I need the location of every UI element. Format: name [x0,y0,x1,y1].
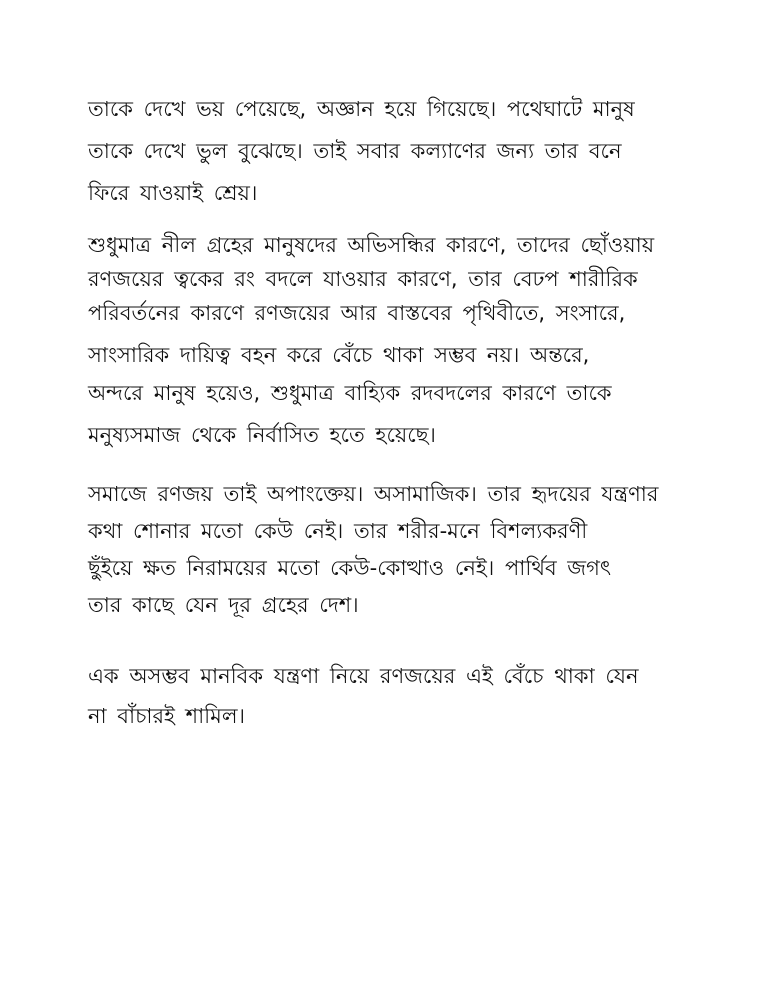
text-line: না বাঁচারই শামিল। [88,704,245,728]
text-line: তার কাছে যেন দূর গ্রহের দেশ। [88,593,359,617]
paragraph-1 [88,88,688,214]
text-line: রণজয়ের ত্বকের রং বদলে যাওয়ার কারণে, তার বেঢপ শারীরিক [88,267,638,291]
text-line: কথা শোনার মতো কেউ নেই। তার শরীর-মনে বিশল্যকরণী [88,519,588,543]
text-line: তাকে দেখে ভয় পেয়েছে, অজ্ঞান হয়ে গিয়েছে। পথেঘাটে মানুষ [88,97,635,121]
paragraph-3 [88,476,688,624]
paragraph-2 [88,228,688,452]
text-line: মনুষ্যসমাজ থেকে নির্বাসিত হতে হয়েছে। [88,423,436,447]
text-line: ফিরে যাওয়াই শ্রেয়। [88,181,258,205]
text-line: তাকে দেখে ভুল বুঝেছে। তাই সবার কল্যাণের জন্য তার বনে [88,139,622,163]
text-line: ছুঁইয়ে ক্ষত নিরাময়ের মতো কেউ-কোত্থাও নেই। পার্থিব জগৎ [88,556,612,580]
text-line: এক অসম্ভব মানবিক যন্ত্রণা নিয়ে রণজয়ের এই বেঁচে থাকা যেন [88,664,639,688]
text-line: সাংসারিক দায়িত্ব বহন করে বেঁচে থাকা সম্ভব নয়। অন্তরে, [88,343,590,367]
text-line: সমাজে রণজয় তাই অপাংক্তেয়। অসামাজিক। তার হৃদয়ের যন্ত্রণার [88,482,659,506]
text-line: পরিবর্তনের কারণে রণজয়ের আর বাস্তবের পৃথিবীতে, সংসারে, [88,301,626,325]
text-line: শুধুমাত্র নীল গ্রহের মানুষদের অভিসন্ধির কারণে, তাদের ছোঁওয়ায় [88,233,655,257]
paragraph-4 [88,656,688,736]
text-line: অন্দরে মানুষ হয়েও, শুধুমাত্র বাহ্যিক রদবদলের কারণে তাকে [88,381,612,405]
